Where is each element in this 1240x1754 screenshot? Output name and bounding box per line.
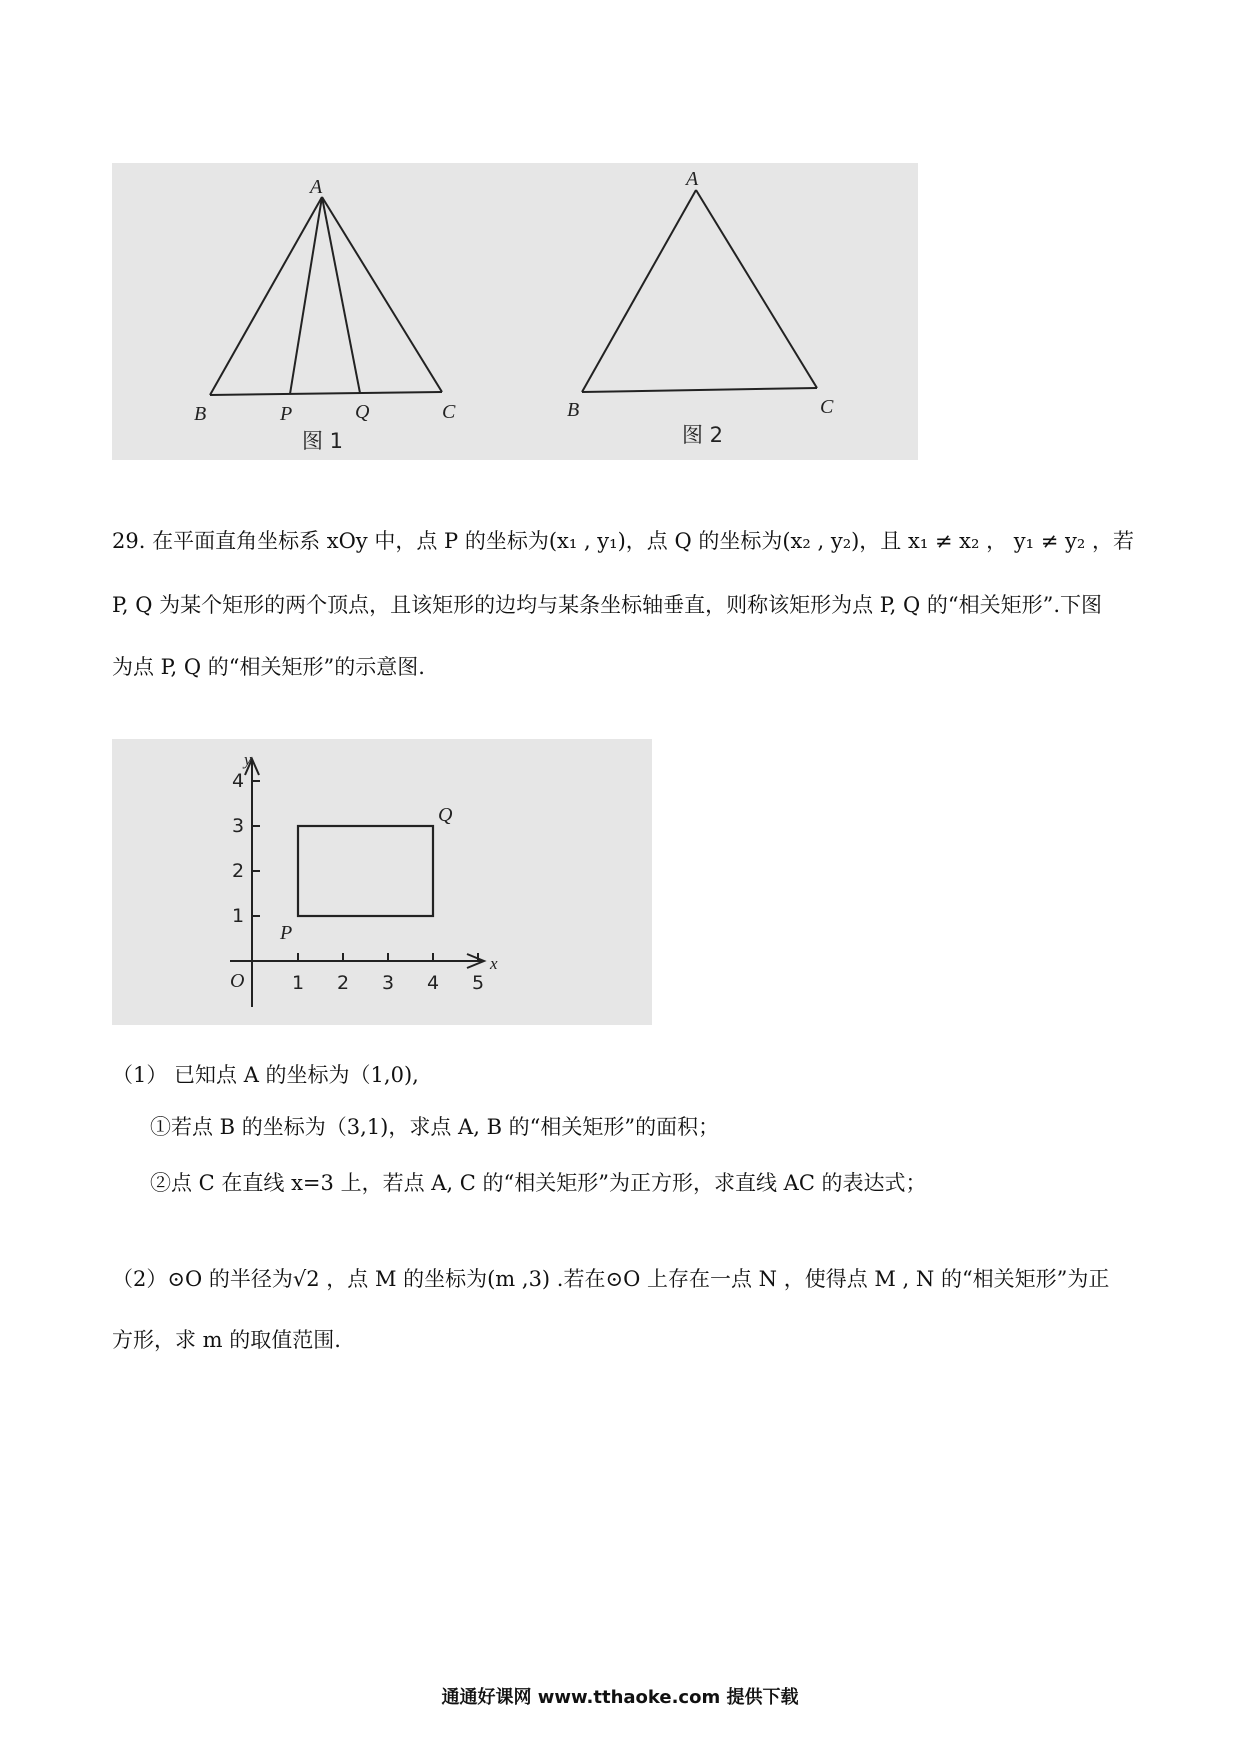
y-tick-label-4: 4 (232, 770, 245, 792)
figure-2 (582, 190, 817, 392)
origin-label: O (230, 970, 245, 992)
x-tick-label-4: 4 (427, 972, 440, 994)
fig1-label-b: B (194, 403, 207, 425)
x-tick-label-3: 3 (382, 972, 395, 994)
side-ab-2 (582, 190, 696, 392)
page-footer: 通通好课网 www.tthaoke.com 提供下载 (441, 1687, 799, 1708)
question-1-part-2: ②点 C 在直线 x=3 上，若点 A, C 的“相关矩形”为正方形，求直线 AC 的表达式； (150, 1171, 927, 1195)
fig2-caption: 图 2 (682, 423, 724, 447)
question-1-part-1: ①若点 B 的坐标为（3,1)，求点 A, B 的“相关矩形”的面积； (150, 1115, 720, 1139)
point-q-label: Q (438, 804, 453, 826)
related-rectangle-graph-photo (112, 739, 652, 1025)
fig1-label-c: C (442, 401, 456, 423)
question-2-line-1: （2）⊙O 的半径为√2 ，点 M 的坐标为(m ,3) .若在⊙O 上存在一点 N ，使得点 M , N 的“相关矩形”为正 (112, 1267, 1110, 1291)
problem-29-line-1: 29. 在平面直角坐标系 xOy 中，点 P 的坐标为(x₁ , y₁)，点 Q 的坐标为(x₂ , y₂)，且 x₁ ≠ x₂ ， y₁ ≠ y₂ ，若 (112, 529, 1134, 553)
question-2-line-2: 方形，求 m 的取值范围. (112, 1328, 341, 1352)
x-axis-label: x (490, 954, 498, 973)
y-tick-label-1: 1 (232, 905, 245, 927)
problem-29-line-2: P, Q 为某个矩形的两个顶点，且该矩形的边均与某条坐标轴垂直，则称该矩形为点 P, Q 的“相关矩形”.下图 (112, 593, 1103, 617)
fig1-label-q: Q (355, 401, 370, 423)
y-axis-label: y (244, 750, 252, 769)
question-1: （1） 已知点 A 的坐标为（1,0), (112, 1063, 419, 1087)
triangle-figures-photo (112, 163, 918, 460)
fig1-caption: 图 1 (302, 429, 344, 453)
side-bc (210, 392, 442, 395)
fig2-label-b: B (567, 399, 580, 421)
x-tick-label-1: 1 (292, 972, 305, 994)
related-rectangle (298, 826, 433, 916)
problem-29-line-3: 为点 P, Q 的“相关矩形”的示意图. (112, 655, 425, 679)
point-p-label: P (280, 922, 293, 944)
figure-1 (210, 197, 442, 395)
fig1-label-a: A (310, 176, 323, 198)
y-tick-label-3: 3 (232, 815, 245, 837)
fig2-label-a: A (686, 168, 699, 190)
fig2-label-c: C (820, 396, 834, 418)
side-ac-2 (696, 190, 817, 388)
triangle-figures (112, 163, 918, 460)
y-tick-label-2: 2 (232, 860, 245, 882)
x-tick-label-5: 5 (472, 972, 485, 994)
side-bc-2 (582, 388, 817, 392)
x-tick-label-2: 2 (337, 972, 350, 994)
related-rectangle-graph (112, 739, 652, 1025)
fig1-label-p: P (280, 403, 293, 425)
